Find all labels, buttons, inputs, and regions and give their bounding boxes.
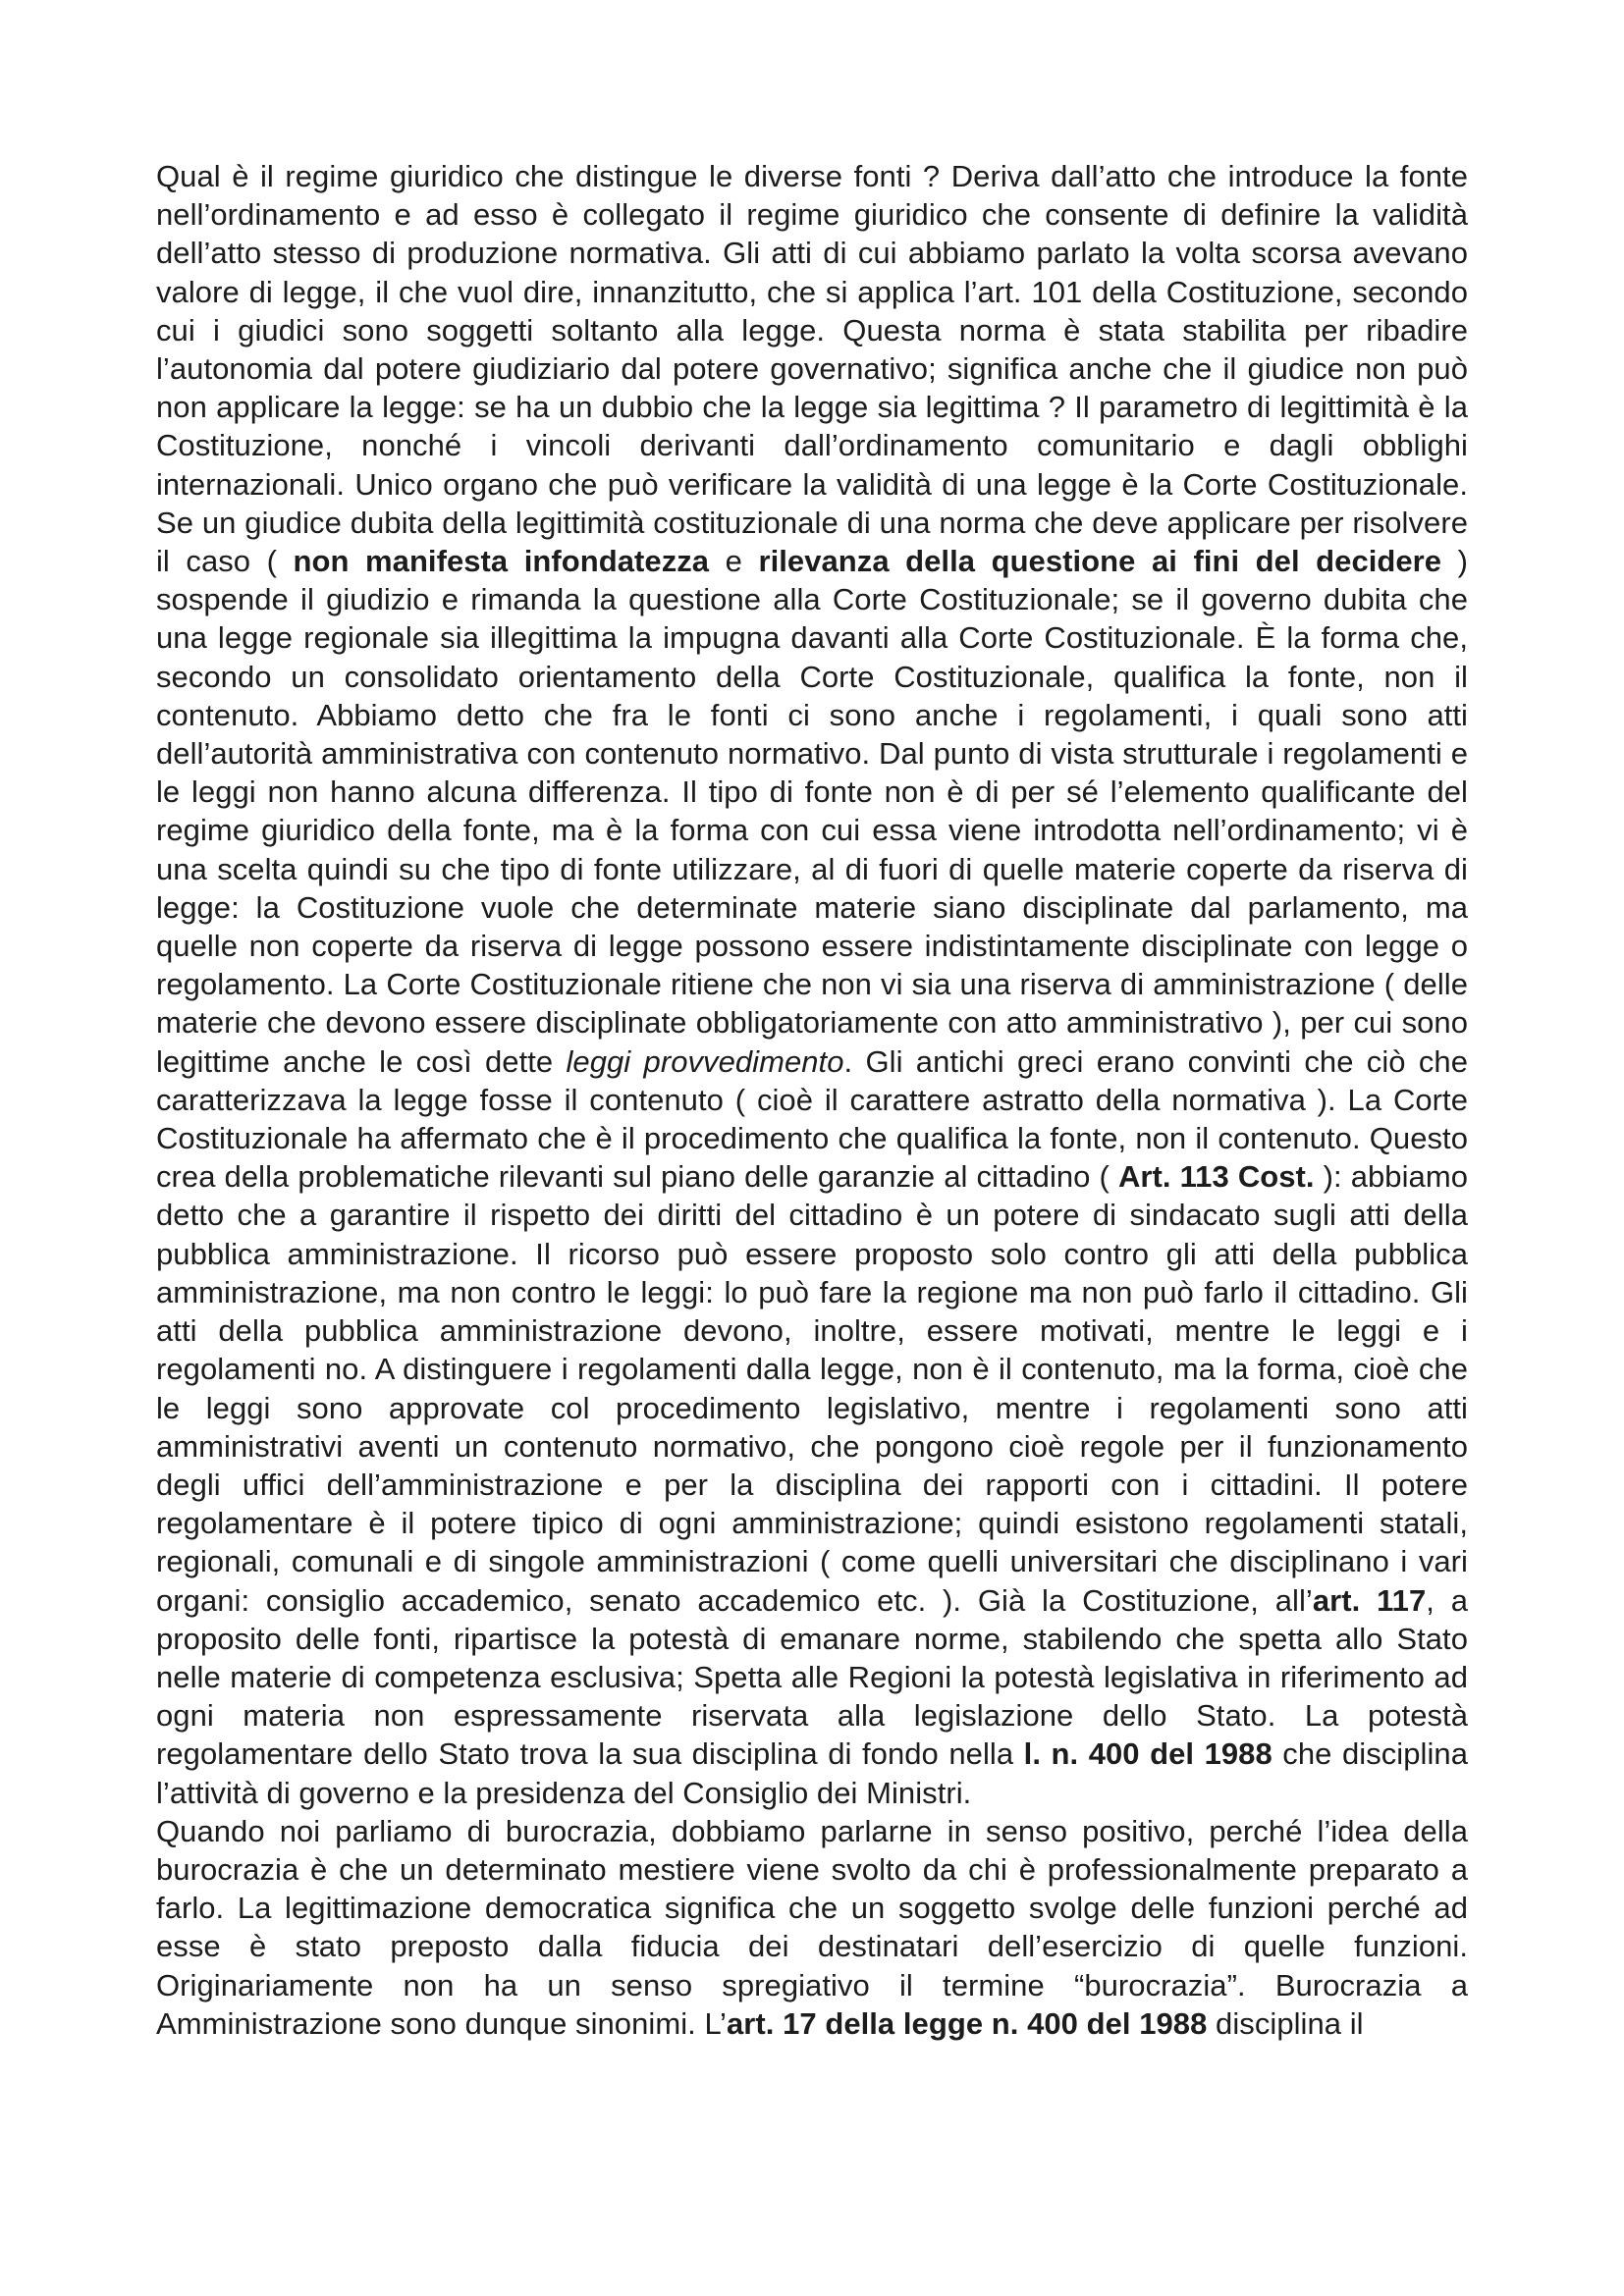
text-segment: Quando noi parliamo di burocrazia, dobbiamo parlarne in senso positivo, perché l’idea della burocrazia è che un determinato mestiere viene svolto da chi è professionalmente preparato a farlo. La legittimazione democratica significa che un soggetto svolge delle funzioni perché ad esse è stato preposto dalla fiducia dei destinatari dell’esercizio di quelle funzioni. Originariamente non ha un senso spregiativo il termine “burocrazia”. Burocrazia a Amministrazione sono dunque sinonimi. L’ <box>156 1813 1468 2041</box>
document-body <box>156 157 1468 2043</box>
text-segment: ) sospende il giudizio e rimanda la questione alla Corte Costituzionale; se il governo dubita che una legge regionale sia illegittima la impugna davanti alla Corte Costituzionale. È la forma che, secondo un consolidato orientamento della Corte Costituzionale, qualifica la fonte, non il contenuto. Abbiamo detto che fra le fonti ci sono anche i regolamenti, i quali sono atti dell’autorità amministrativa con contenuto normativo. Dal punto di vista strutturale i regolamenti e le leggi non hanno alcuna differenza. Il tipo di fonte non è di per sé l’elemento qualificante del regime giuridico della fonte, ma è la forma con cui essa viene introdotta nell’ordinamento; vi è una scelta quindi su che tipo di fonte utilizzare, al di fuori di quelle materie coperte da riserva di legge: la Costituzione vuole che determinate materie siano disciplinate dal parlamento, ma quelle non coperte da riserva di legge possono essere indistintamente disciplinate con legge o regolamento. La Corte Costituzionale ritiene che non vi sia una riserva di amministrazione ( delle materie che devono essere disciplinate obbligatoriamente con atto amministrativo ), per cui sono legittime anche le così dette <box>156 544 1468 1079</box>
bold-segment-art-117: art. 117 <box>1312 1582 1427 1618</box>
text-segment: Qual è il regime giuridico che distingue le diverse fonti ? Deriva dall’atto che introduce la fonte nell’ordinamento e ad esso è collegato il regime giuridico che consente di definire la validità dell’atto stesso di produzione normativa. Gli atti di cui abbiamo parlato la volta scorsa avevano valore di legge, il che vuol dire, innanzitutto, che si applica l’art. 101 della Costituzione, secondo cui i giudici sono soggetti soltanto alla legge. Questa norma è stata stabilita per ribadire l’autonomia dal potere giudiziario dal potere governativo; significa anche che il giudice non può non applicare la legge: se ha un dubbio che la legge sia legittima ? Il parametro di legittimità è la Costituzione, nonché i vincoli derivanti dall’ordinamento comunitario e dagli obblighi internazionali. Unico organo che può verificare la validità di una legge è la Corte Costituzionale. Se un giudice dubita della legittimità costituzionale di una norma che deve applicare per risolvere il caso ( <box>156 159 1468 579</box>
bold-segment-rilevanza-della-questione: rilevanza della questione ai fini del decidere <box>758 544 1442 579</box>
text-segment: , a proposito delle fonti, ripartisce la potestà di emanare norme, stabilendo che spetta allo Stato nelle materie di competenza esclusiva; Spetta alle Regioni la potestà legislativa in riferimento ad ogni materia non espressamente riservata alla legislazione dello Stato. La potestà regolamentare dello Stato trova la sua disciplina di fondo nella <box>156 1582 1469 1772</box>
paragraph-1 <box>156 157 1468 1812</box>
text-segment: disciplina il <box>1207 2005 1364 2041</box>
text-segment: che disciplina l’attività di governo e la presidenza del Consiglio dei Ministri. <box>156 1736 1468 1810</box>
italic-segment-leggi-provvedimento: leggi provvedimento <box>566 1043 844 1079</box>
bold-segment-legge-400-1988: l. n. 400 del 1988 <box>1023 1736 1272 1772</box>
text-segment: . Gli antichi greci erano convinti che ciò che caratterizzava la legge fosse il contenuto ( cioè il carattere astratto della normativa ). La Corte Costituzionale ha affermato che è il procedimento che qualifica la fonte, non il contenuto. Questo crea della problematiche rilevanti sul piano delle garanzie al cittadino ( <box>156 1043 1468 1195</box>
paragraph-2 <box>156 1812 1468 2043</box>
text-segment: e <box>709 544 759 579</box>
text-segment: ): abbiamo detto che a garantire il rispetto dei diritti del cittadino è un potere di sindacato sugli atti della pubblica amministrazione. Il ricorso può essere proposto solo contro gli atti della pubblica amministrazione, ma non contro le leggi: lo può fare la regione ma non può farlo il cittadino. Gli atti della pubblica amministrazione devono, inoltre, essere motivati, mentre le leggi e i regolamenti no. A distinguere i regolamenti dalla legge, non è il contenuto, ma la forma, cioè che le leggi sono approvate col procedimento legislativo, mentre i regolamenti sono atti amministrativi aventi un contenuto normativo, che pongono cioè regole per il funzionamento degli uffici dell’amministrazione e per la disciplina dei rapporti con i cittadini. Il potere regolamentare è il potere tipico di ogni amministrazione; quindi esistono regolamenti statali, regionali, comunali e di singole amministrazioni ( come quelli universitari che disciplinano i vari organi: consiglio accademico, senato accademico etc. ). Già la Costituzione, all’ <box>156 1159 1468 1618</box>
bold-segment-art-17-legge-400-1988: art. 17 della legge n. 400 del 1988 <box>726 2005 1208 2041</box>
bold-segment-art-113-cost: Art. 113 Cost. <box>1117 1159 1315 1195</box>
bold-segment-non-manifesta-infondatezza: non manifesta infondatezza <box>293 544 710 579</box>
